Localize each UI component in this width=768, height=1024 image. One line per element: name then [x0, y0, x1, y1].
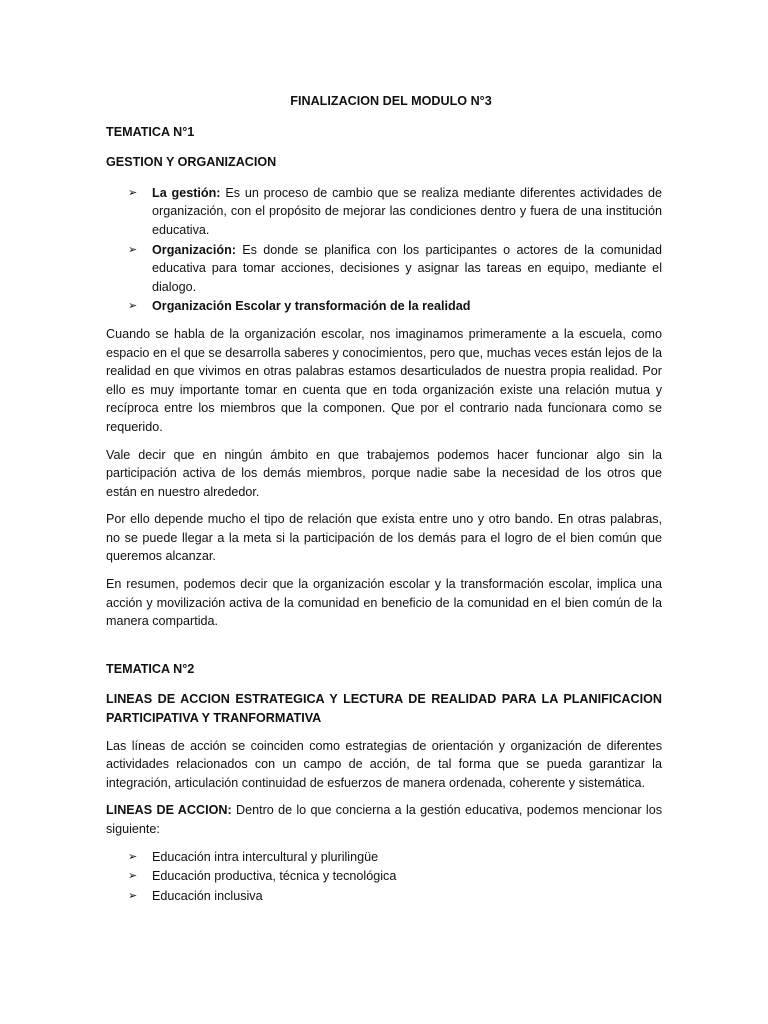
- list-item: [128, 867, 662, 886]
- lineas-term: LINEAS DE ACCION:: [106, 803, 232, 818]
- paragraph: Las líneas de acción se coinciden como estrategias de orientación y organización de diferentes actividades relacionados con un campo de acción, de tal forma que se pueda garantizar la integración, articulación continuidad de esfuerzos de manera ordenada, coherente y sistemática.: [106, 738, 662, 790]
- list-item: [128, 241, 662, 297]
- bullet-text: Educación inclusiva: [152, 888, 263, 903]
- section1-bullet-list: [106, 184, 662, 316]
- section1-subheading: GESTION Y ORGANIZACION: [106, 155, 277, 170]
- list-item: [128, 184, 662, 240]
- lineas-text: Dentro de lo que concierna a la gestión educativa, podemos mencionar los siguiente:: [106, 803, 662, 836]
- arrow-bullet-icon: ➢: [128, 869, 138, 883]
- section2-bullet-list: [106, 848, 662, 906]
- bullet-term: La gestión:: [152, 185, 221, 200]
- arrow-bullet-icon: ➢: [128, 242, 138, 256]
- section2-heading: TEMATICA N°2: [106, 661, 195, 676]
- paragraph: Cuando se habla de la organización escolar, nos imaginamos primeramente a la escuela, como espacio en el que se desarrolla saberes y conocimientos, pero que, muchas veces están lejos de la realidad en que vivimos en otras palabras estamos desarticulados de nuestra propia realidad. Por ello es muy importante tomar en cuenta que en toda organización existe una relación mutua y recíproca entre los miembros que la componen. Que por el contrario nada funcionara como se requerido.: [106, 326, 662, 434]
- lineas-paragraph: [106, 801, 662, 838]
- bullet-term: Organización:: [152, 242, 236, 257]
- bullet-text: Educación intra intercultural y plurilingüe: [152, 849, 379, 864]
- paragraph: Vale decir que en ningún ámbito en que trabajemos podemos hacer funcionar algo sin la participación activa de los demás miembros, porque nadie sabe la necesidad de los otros que están en nuestro alrededor.: [106, 447, 662, 499]
- arrow-bullet-icon: ➢: [128, 185, 138, 199]
- bullet-text: Es donde se planifica con los participantes o actores de la comunidad educativa para tomar acciones, decisiones y asignar las tareas en equipo, mediante el dialogo.: [152, 242, 662, 294]
- section1-heading: TEMATICA N°1: [106, 124, 195, 139]
- list-item: [128, 848, 662, 867]
- document-title: FINALIZACION DEL MODULO N°3: [290, 94, 492, 108]
- arrow-bullet-icon: ➢: [128, 299, 138, 313]
- bullet-text: Es un proceso de cambio que se realiza mediante diferentes actividades de organización, con el propósito de mejorar las condiciones dentro y fuera de una institución educativa.: [152, 185, 662, 237]
- bullet-term: Organización Escolar y transformación de la realidad: [152, 299, 471, 314]
- list-item: [128, 297, 662, 316]
- paragraph: En resumen, podemos decir que la organización escolar y la transformación escolar, implica una acción y movilización activa de la comunidad en beneficio de la comunidad en el bien común de la manera compartida.: [106, 577, 662, 629]
- arrow-bullet-icon: ➢: [128, 849, 138, 863]
- section-spacer: [106, 640, 662, 660]
- arrow-bullet-icon: ➢: [128, 888, 138, 902]
- paragraph: Por ello depende mucho el tipo de relación que exista entre uno y otro bando. En otras palabras, no se puede llegar a la meta si la participación de los demás para el logro de el bien común que queremos alcanzar.: [106, 512, 662, 564]
- section2-subheading: LINEAS DE ACCION ESTRATEGICA Y LECTURA DE REALIDAD PARA LA PLANIFICACION PARTICIPATIVA Y TRANFORMATIVA: [106, 692, 662, 726]
- list-item: [128, 887, 662, 906]
- bullet-text: Educación productiva, técnica y tecnológica: [152, 869, 397, 884]
